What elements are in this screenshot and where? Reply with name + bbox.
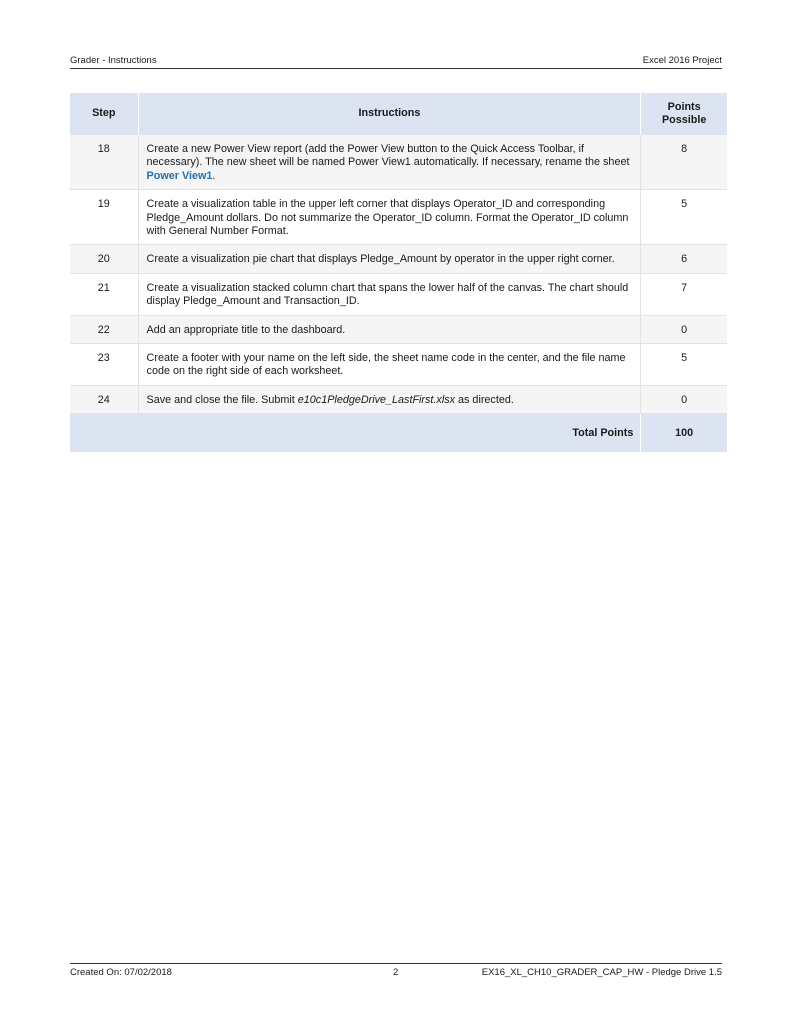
table-row [70,135,727,190]
table-row [70,190,727,245]
points-value: 8 [641,135,727,190]
table-header-row [70,93,727,135]
footer-created-date: Created On: 07/02/2018 [70,967,172,978]
page-footer [70,963,722,980]
page-header [70,54,722,69]
step-number: 22 [70,315,138,343]
instruction-text: Create a visualization table in the upper left corner that displays Operator_ID and corresponding Pledge_Amount dollars. Do not summarize the Operator_ID column. Format the Operator_ID column with General Number Format. [138,190,641,245]
points-value: 5 [641,190,727,245]
step-number: 19 [70,190,138,245]
column-header-points: Points Possible [641,93,727,135]
sheet-name-highlight: Power View1 [146,169,213,182]
step-number: 20 [70,245,138,273]
total-points-label: Total Points [70,414,641,453]
points-value: 0 [641,385,727,413]
table-row [70,315,727,343]
total-points-value: 100 [641,414,727,453]
table-row [70,273,727,315]
points-value: 7 [641,273,727,315]
file-name-italic: e10c1PledgeDrive_LastFirst.xlsx [297,393,456,406]
column-header-step: Step [70,93,138,135]
table-row [70,245,727,273]
points-value: 0 [641,315,727,343]
instruction-text: Create a new Power View report (add the Power View button to the Quick Access Toolbar, if necessary). The new sheet will be named Power View1 automatically. If necessary, rename the sheet Power View1. [138,135,641,190]
total-row [70,414,727,453]
instruction-text: Add an appropriate title to the dashboard. [138,315,641,343]
footer-file-name: EX16_XL_CH10_GRADER_CAP_HW - Pledge Drive 1.5 [481,967,722,978]
instruction-text: Save and close the file. Submit e10c1PledgeDrive_LastFirst.xlsx as directed. [138,385,641,413]
instruction-text: Create a footer with your name on the left side, the sheet name code in the center, and the file name code on the right side of each worksheet. [138,344,641,386]
header-left-text: Grader - Instructions [70,55,157,66]
instruction-text: Create a visualization stacked column chart that spans the lower half of the canvas. The chart should display Pledge_Amount and Transaction_ID. [138,273,641,315]
table-row [70,344,727,386]
step-number: 18 [70,135,138,190]
step-number: 24 [70,385,138,413]
column-header-instructions: Instructions [138,93,641,135]
instruction-text: Create a visualization pie chart that displays Pledge_Amount by operator in the upper right corner. [138,245,641,273]
points-value: 5 [641,344,727,386]
footer-page-number: 2 [393,967,399,978]
table-row [70,385,727,413]
points-value: 6 [641,245,727,273]
step-number: 21 [70,273,138,315]
instructions-table [70,93,727,452]
header-right-text: Excel 2016 Project [642,55,722,66]
step-number: 23 [70,344,138,386]
